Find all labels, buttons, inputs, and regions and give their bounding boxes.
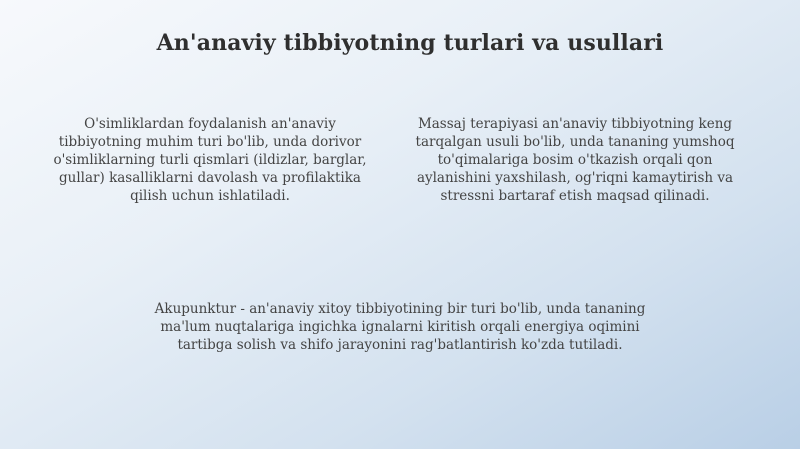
slide-title: An'anaviy tibbiyotning turlari va usullari	[156, 30, 664, 56]
massage-therapy-paragraph: Massaj terapiyasi an'anaviy tibbiyotning keng tarqalgan usuli bo'lib, unda tananing yumshoq to'qimalariga bosim o'tkazish orqali qon aylanishini yaxshilash, og'riqni kamaytirish va stressni bartaraf etish maqsad qilinadi.	[415, 116, 735, 204]
acupuncture-paragraph: Akupunktur - an'anaviy xitoy tibbiyotining bir turi bo'lib, unda tananing ma'lum nuqtalariga ingichka ignalarni kiritish orqali energiya oqimini tartibga solish va shifo jarayonini rag'batlantirish ko'zda tutiladi.	[154, 301, 646, 353]
herbal-medicine-paragraph: O'simliklardan foydalanish an'anaviy tibbiyotning muhim turi bo'lib, unda dorivor o'simliklarning turli qismlari (ildizlar, barglar, gullar) kasalliklarni davolash va profilaktika qilish uchun ishlatiladi.	[53, 116, 367, 204]
